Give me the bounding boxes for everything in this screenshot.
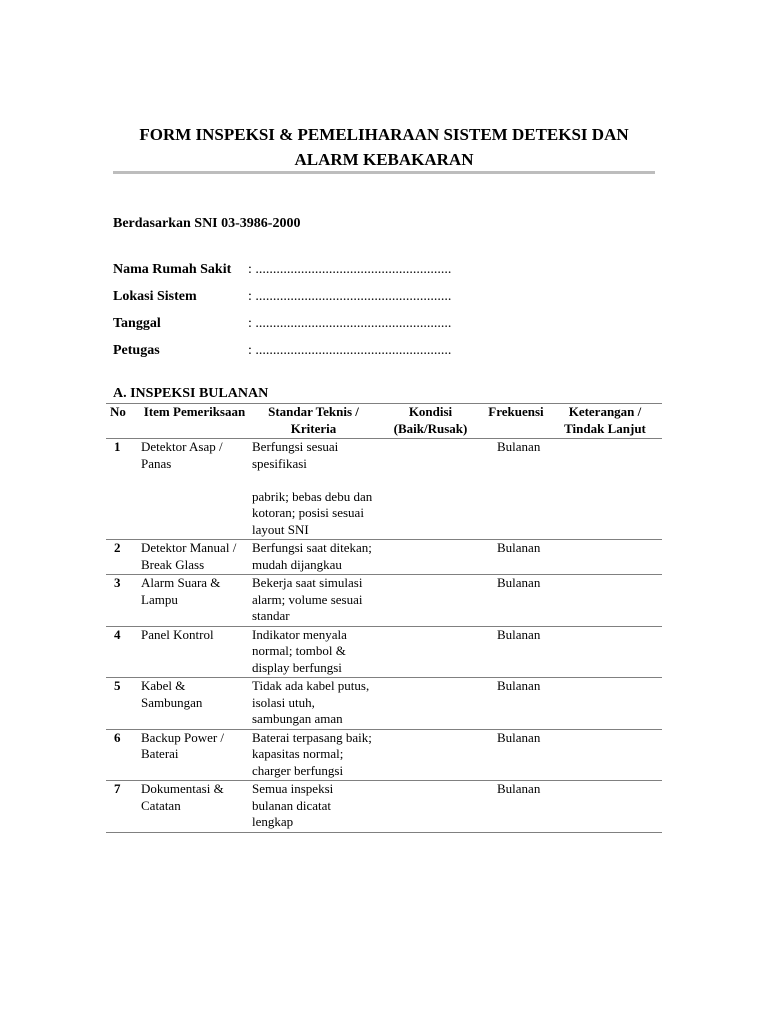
field-value-blank: : ........................................................ [248,262,452,277]
field-value-blank: : ........................................................ [248,316,452,331]
header-standard: Standar Teknis / Kriteria [250,404,377,439]
cell-condition[interactable] [377,678,484,730]
table-row [106,575,662,627]
cell-no: 3 [106,575,139,627]
cell-no: 1 [106,439,139,540]
cell-item: Alarm Suara & Lampu [139,575,250,627]
cell-item: Detektor Manual / Break Glass [139,540,250,575]
cell-notes[interactable] [548,729,662,781]
cell-item: Detektor Asap / Panas [139,439,250,540]
cell-frequency: Bulanan [484,781,548,833]
title-divider [113,171,655,174]
cell-standard: Bekerja saat simulasi alarm; volume sesuai standar [250,575,377,627]
cell-condition[interactable] [377,729,484,781]
table-row [106,439,662,540]
cell-item: Dokumentasi & Catatan [139,781,250,833]
cell-frequency: Bulanan [484,729,548,781]
cell-frequency: Bulanan [484,575,548,627]
header-condition: Kondisi (Baik/Rusak) [377,404,484,439]
standard-basis: Berdasarkan SNI 03-3986-2000 [113,216,301,231]
cell-standard: Baterai terpasang baik; kapasitas normal; charger berfungsi [250,729,377,781]
cell-standard: Semua inspeksi bulanan dicatat lengkap [250,781,377,833]
table-row [106,781,662,833]
cell-notes[interactable] [548,575,662,627]
table-row [106,678,662,730]
monthly-inspection-table [106,403,662,833]
cell-condition[interactable] [377,540,484,575]
field-label: Petugas [113,343,160,358]
header-notes: Keterangan / Tindak Lanjut [548,404,662,439]
cell-condition[interactable] [377,781,484,833]
cell-item: Kabel & Sambungan [139,678,250,730]
cell-standard: Indikator menyala normal; tombol & display berfungsi [250,626,377,678]
field-value-blank: : ........................................................ [248,343,452,358]
cell-frequency: Bulanan [484,540,548,575]
table-row [106,540,662,575]
header-frequency: Frekuensi [484,404,548,439]
field-label: Lokasi Sistem [113,289,197,304]
cell-condition[interactable] [377,575,484,627]
section-title: A. INSPEKSI BULANAN [113,386,269,401]
cell-notes[interactable] [548,626,662,678]
cell-item: Panel Kontrol [139,626,250,678]
field-label: Nama Rumah Sakit [113,262,232,277]
cell-standard: Tidak ada kabel putus, isolasi utuh, sambungan aman [250,678,377,730]
cell-no: 4 [106,626,139,678]
header-item: Item Pemeriksaan [139,404,250,439]
header-no: No [106,404,139,439]
table-row [106,626,662,678]
cell-condition[interactable] [377,626,484,678]
cell-frequency: Bulanan [484,439,548,540]
cell-standard: Berfungsi sesuai spesifikasi pabrik; bebas debu dan kotoran; posisi sesuai layout SNI [250,439,377,540]
cell-no: 5 [106,678,139,730]
cell-notes[interactable] [548,678,662,730]
cell-no: 2 [106,540,139,575]
cell-notes[interactable] [548,439,662,540]
cell-no: 6 [106,729,139,781]
cell-notes[interactable] [548,540,662,575]
cell-no: 7 [106,781,139,833]
form-title: FORM INSPEKSI & PEMELIHARAAN SISTEM DETEKSI DAN ALARM KEBAKARAN [139,125,629,169]
cell-standard: Berfungsi saat ditekan; mudah dijangkau [250,540,377,575]
cell-notes[interactable] [548,781,662,833]
field-value-blank: : ........................................................ [248,289,452,304]
cell-condition[interactable] [377,439,484,540]
field-label: Tanggal [113,316,161,331]
table-row [106,729,662,781]
table-header-row [106,404,662,439]
cell-frequency: Bulanan [484,626,548,678]
cell-item: Backup Power / Baterai [139,729,250,781]
cell-frequency: Bulanan [484,678,548,730]
